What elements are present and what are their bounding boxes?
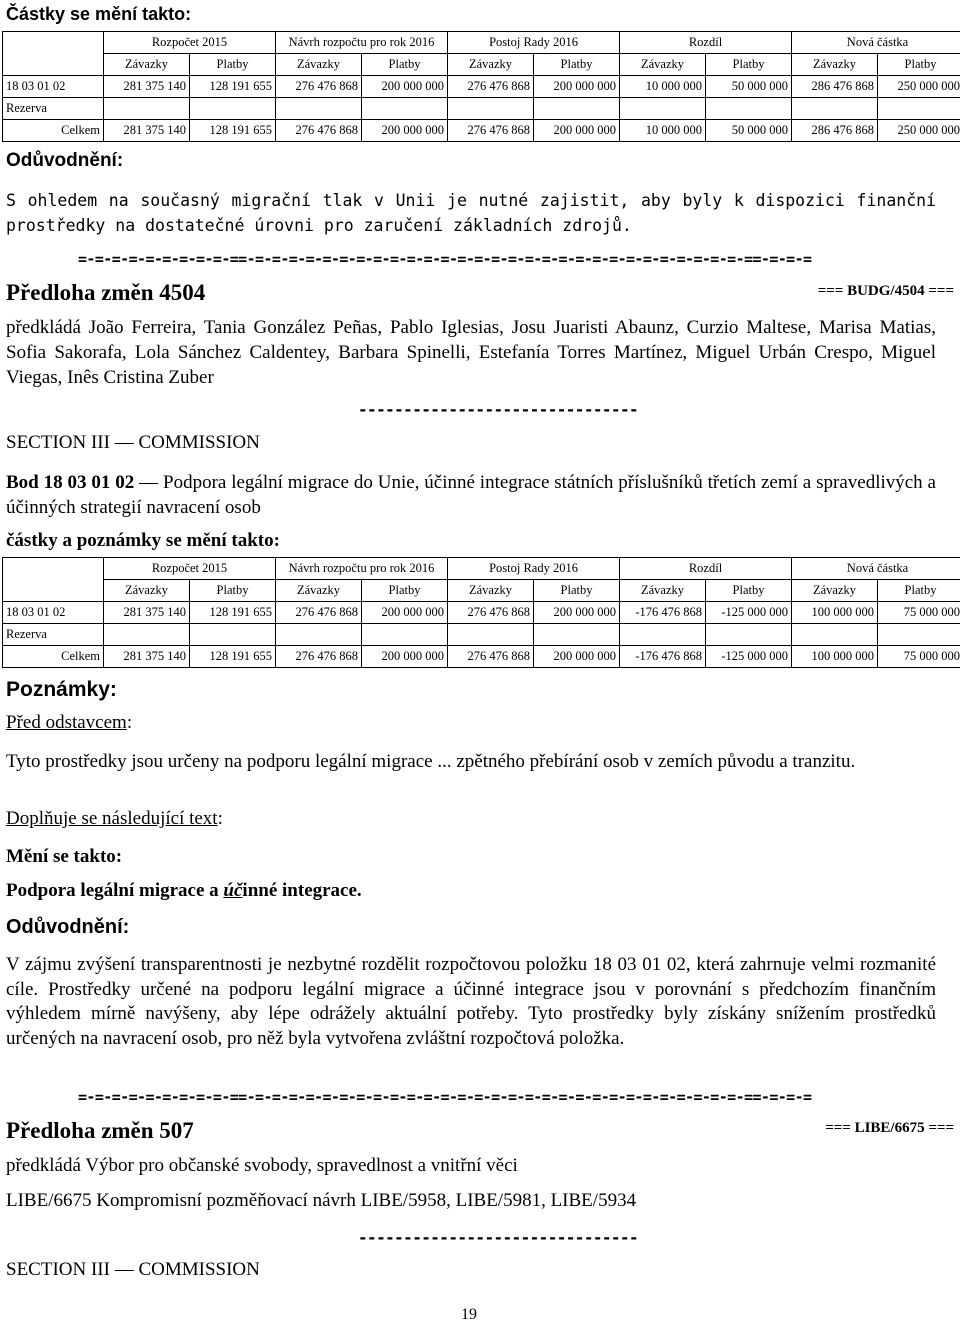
change-heading-a: Mě	[6, 846, 33, 867]
table-cell: 281 375 140	[104, 76, 190, 98]
table-cell	[448, 98, 534, 120]
row-label: 18 03 01 02	[3, 76, 104, 98]
table-cell	[706, 624, 792, 646]
table-cell	[448, 624, 534, 646]
table-cell	[534, 98, 620, 120]
row-label: Celkem	[3, 646, 104, 668]
section-label: SECTION III — COMMISSION	[6, 432, 260, 453]
justification-heading: Odůvodnění:	[6, 150, 124, 171]
group-header: Nová částka	[792, 32, 960, 54]
sub-header: Závazky	[276, 580, 362, 602]
row-label: Rezerva	[3, 624, 104, 646]
separator: =-=-=-=-=-=-=-=-=-==-=-=-=-=-=-=-=-=-=-=-=-=-=-=-=-=-=-=-=-=-=-=-=-=-=-=-=-=-=-==-=-=-=	[78, 250, 812, 268]
table-row	[3, 120, 960, 142]
table-cell: 276 476 868	[448, 602, 534, 624]
amounts-heading: Částky se mění takto:	[6, 4, 192, 24]
table-cell	[534, 624, 620, 646]
justification2-text: V zájmu zvýšení transparentnosti je nezbytné rozdělit rozpočtovou položku 18 03 01 02, která zahrnuje velmi rozmanité cíle. Prostředky určené na podporu legální migrace a účinné integrace jsou v porovnání s předchozím finančním výhledem mírně navýšeny, aby lépe odrážely aktuální potřeby. Tyto prostředky byly získány snížením prostředků určených na navracení osob, pro něž byla vytvořena zvláštní rozpočtová položka.	[6, 954, 936, 1049]
table-cell: 281 375 140	[104, 120, 190, 142]
amendment2-code: === LIBE/6675 ===	[825, 1120, 954, 1136]
header-corner	[3, 558, 104, 602]
table-cell	[792, 624, 878, 646]
table-cell	[706, 98, 792, 120]
table-cell: 250 000 000	[878, 76, 960, 98]
sub-header: Platby	[706, 580, 792, 602]
table-cell: 100 000 000	[792, 602, 878, 624]
sub-header: Závazky	[276, 54, 362, 76]
sub-header: Závazky	[620, 54, 706, 76]
notes-heading: Poznámky:	[6, 678, 117, 701]
header-corner	[3, 32, 104, 76]
table-cell: 10 000 000	[620, 76, 706, 98]
table-cell: 200 000 000	[362, 120, 448, 142]
page-number: 19	[461, 1306, 477, 1323]
section-label-2: SECTION III — COMMISSION	[6, 1259, 260, 1280]
sub-header: Platby	[878, 54, 960, 76]
change-text-b: úč	[223, 880, 243, 901]
group-header: Rozpočet 2015	[104, 32, 276, 54]
table-cell	[104, 624, 190, 646]
budget-table-2	[2, 557, 960, 668]
table-cell: 200 000 000	[362, 76, 448, 98]
table-cell: 200 000 000	[362, 646, 448, 668]
table-row	[3, 76, 960, 98]
table-cell	[620, 98, 706, 120]
table-row	[3, 624, 960, 646]
sub-header-row	[3, 580, 960, 602]
sub-header: Závazky	[620, 580, 706, 602]
table-cell: 200 000 000	[534, 602, 620, 624]
compromise-amendment: LIBE/6675 Kompromisní pozměňovací návrh LIBE/5958, LIBE/5981, LIBE/5934	[6, 1190, 637, 1211]
notes-paragraph: Tyto prostředky jsou určeny na podporu legální migrace ... zpětného přebírání osob v zemích původu a tranzitu.	[6, 751, 856, 772]
sub-header: Závazky	[448, 54, 534, 76]
group-header: Návrh rozpočtu pro rok 2016	[276, 558, 448, 580]
sub-header: Platby	[706, 54, 792, 76]
sub-header: Platby	[878, 580, 960, 602]
group-header: Rozpočet 2015	[104, 558, 276, 580]
sub-header: Závazky	[448, 580, 534, 602]
table-cell: 50 000 000	[706, 120, 792, 142]
sub-header: Platby	[534, 54, 620, 76]
table-cell: -176 476 868	[620, 602, 706, 624]
table-cell: 281 375 140	[104, 602, 190, 624]
table-cell	[276, 624, 362, 646]
separator-2: =-=-=-=-=-=-=-=-=-==-=-=-=-=-=-=-=-=-=-=-=-=-=-=-=-=-=-=-=-=-=-=-=-=-=-=-=-=-=-==-=-=-=	[78, 1088, 812, 1106]
group-header-row	[3, 32, 960, 54]
change-heading-b: ní se takto:	[32, 846, 123, 867]
group-header: Nová částka	[792, 558, 960, 580]
table-cell	[878, 98, 960, 120]
table-cell: 128 191 655	[190, 646, 276, 668]
change-text	[6, 880, 362, 902]
row-label: Rezerva	[3, 98, 104, 120]
table-cell	[362, 98, 448, 120]
table-cell: 276 476 868	[276, 602, 362, 624]
amendment-code: === BUDG/4504 ===	[817, 283, 954, 299]
table-cell: 200 000 000	[534, 76, 620, 98]
table-cell: 276 476 868	[448, 120, 534, 142]
budget-item	[6, 470, 936, 520]
add-text-label	[6, 808, 223, 830]
change-heading	[6, 846, 122, 868]
amendment2-title: Předloha změn 507	[6, 1118, 194, 1143]
table-cell: 200 000 000	[534, 120, 620, 142]
table-row	[3, 646, 960, 668]
table-cell: 100 000 000	[792, 646, 878, 668]
table-cell	[190, 98, 276, 120]
table-row	[3, 602, 960, 624]
table-cell: 276 476 868	[276, 646, 362, 668]
amendment-title: Předloha změn 4504	[6, 280, 206, 305]
table-cell: 128 191 655	[190, 120, 276, 142]
justification-text: S ohledem na současný migrační tlak v Unii je nutné zajistit, aby byly k dispozici finanční prostředky na dostatečné úrovni pro zaručení základních zdrojů.	[6, 191, 936, 235]
budget-item-code: Bod 18 03 01 02	[6, 472, 135, 493]
table-cell: -125 000 000	[706, 646, 792, 668]
table-cell: 10 000 000	[620, 120, 706, 142]
budget-table-1	[2, 31, 960, 142]
table-cell: 75 000 000	[878, 646, 960, 668]
group-header: Rozdíl	[620, 558, 792, 580]
sub-header: Platby	[362, 580, 448, 602]
add-text-text: Doplňuje se následující text	[6, 808, 218, 829]
submitted-by-2: předkládá Výbor pro občanské svobody, spravedlnost a vnitřní věci	[6, 1155, 518, 1176]
table-row	[3, 98, 960, 120]
sub-header: Platby	[534, 580, 620, 602]
table-cell: 50 000 000	[706, 76, 792, 98]
dashes-divider-2: -------------------------------	[358, 1228, 639, 1247]
table-cell: 75 000 000	[878, 602, 960, 624]
table-cell: 276 476 868	[448, 646, 534, 668]
submitted-by: předkládá João Ferreira, Tania González Peñas, Pablo Iglesias, Josu Juaristi Abaunz, Curzio Maltese, Marisa Matias, Sofia Sakorafa, Lola Sánchez Caldentey, Barbara Spinelli, Estefanía Torres Martínez, Miguel Urbán Crespo, Miguel Viegas, Inês Cristina Zuber	[6, 317, 936, 388]
table-cell: 276 476 868	[276, 76, 362, 98]
change-text-a: Podpora legální migrace a	[6, 880, 224, 901]
row-label: Celkem	[3, 120, 104, 142]
add-text-colon: :	[217, 808, 223, 829]
budget-item-title: — Podpora legální migrace do Unie, účinné integrace státních příslušníků třetích zemí a spravedlivých a účinných strategií navracení osob	[6, 472, 936, 518]
change-text-c: inné integrace.	[242, 880, 362, 901]
before-paragraph-label	[6, 712, 132, 734]
dashes-divider: -------------------------------	[358, 400, 639, 419]
group-header: Návrh rozpočtu pro rok 2016	[276, 32, 448, 54]
amounts-notes-heading: částky a poznámky se mění takto:	[6, 530, 280, 551]
table-cell: 200 000 000	[534, 646, 620, 668]
table-cell	[792, 98, 878, 120]
table-cell: -176 476 868	[620, 646, 706, 668]
sub-header: Platby	[190, 580, 276, 602]
sub-header: Závazky	[792, 580, 878, 602]
justification2-heading: Odůvodnění:	[6, 916, 130, 938]
sub-header: Platby	[362, 54, 448, 76]
table-cell: 286 476 868	[792, 76, 878, 98]
table-cell: 250 000 000	[878, 120, 960, 142]
table-cell: 276 476 868	[448, 76, 534, 98]
table-cell	[104, 98, 190, 120]
table-cell: 286 476 868	[792, 120, 878, 142]
table-cell: 128 191 655	[190, 76, 276, 98]
group-header: Postoj Rady 2016	[448, 558, 620, 580]
table-cell: 200 000 000	[362, 602, 448, 624]
table-cell: 281 375 140	[104, 646, 190, 668]
table-cell	[620, 624, 706, 646]
table-cell	[878, 624, 960, 646]
table-cell	[276, 98, 362, 120]
sub-header: Závazky	[104, 54, 190, 76]
table-cell: 128 191 655	[190, 602, 276, 624]
sub-header: Závazky	[104, 580, 190, 602]
sub-header-row	[3, 54, 960, 76]
table-cell	[190, 624, 276, 646]
before-paragraph-colon: :	[126, 712, 133, 733]
table-cell: 276 476 868	[276, 120, 362, 142]
table-cell: -125 000 000	[706, 602, 792, 624]
group-header: Postoj Rady 2016	[448, 32, 620, 54]
group-header-row	[3, 558, 960, 580]
sub-header: Závazky	[792, 54, 878, 76]
table-cell	[362, 624, 448, 646]
group-header: Rozdíl	[620, 32, 792, 54]
row-label: 18 03 01 02	[3, 602, 104, 624]
before-paragraph-text: Před odstavcem	[6, 712, 127, 733]
sub-header: Platby	[190, 54, 276, 76]
